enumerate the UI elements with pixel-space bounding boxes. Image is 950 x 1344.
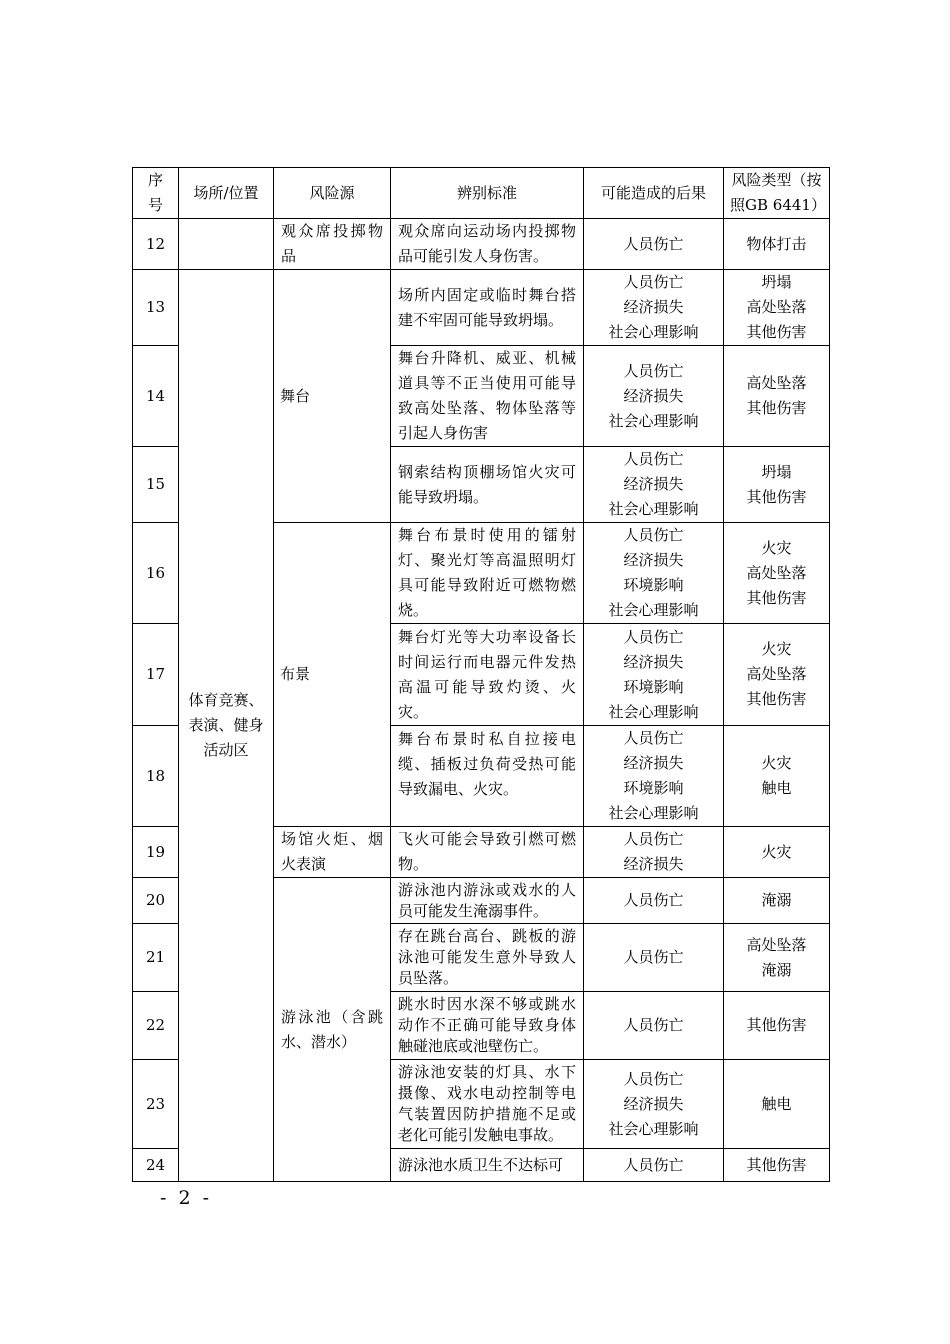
risk-type-cell: 火灾 触电 xyxy=(724,726,830,827)
row-number: 16 xyxy=(133,523,179,624)
criteria-cell: 存在跳台高台、跳板的游泳池可能发生意外导致人员坠落。 xyxy=(391,924,584,992)
row-number: 20 xyxy=(133,878,179,924)
risk-type-cell: 其他伤害 xyxy=(724,1149,830,1182)
consequence-cell: 人员伤亡 经济损失 社会心理影响 xyxy=(584,346,724,447)
risk-type-cell: 火灾 高处坠落 其他伤害 xyxy=(724,624,830,726)
risk-source-cell: 游泳池（含跳水、潜水） xyxy=(274,878,391,1182)
row-number: 24 xyxy=(133,1149,179,1182)
criteria-cell: 游泳池内游泳或戏水的人员可能发生淹溺事件。 xyxy=(391,878,584,924)
risk-type-cell: 火灾 xyxy=(724,827,830,878)
table-row xyxy=(133,270,830,346)
header-consequence: 可能造成的后果 xyxy=(584,168,724,219)
row-number: 17 xyxy=(133,624,179,726)
risk-type-cell: 坍塌 其他伤害 xyxy=(724,447,830,523)
row-number: 18 xyxy=(133,726,179,827)
criteria-cell: 舞台升降机、威亚、机械道具等不正当使用可能导致高处坠落、物体坠落等引起人身伤害 xyxy=(391,346,584,447)
risk-source-cell: 观众席投掷物品 xyxy=(274,219,391,270)
criteria-cell: 场所内固定或临时舞台搭建不牢固可能导致坍塌。 xyxy=(391,270,584,346)
consequence-cell: 人员伤亡 经济损失 xyxy=(584,827,724,878)
risk-type-cell: 淹溺 xyxy=(724,878,830,924)
risk-source-cell: 场馆火炬、烟火表演 xyxy=(274,827,391,878)
consequence-cell: 人员伤亡 xyxy=(584,1149,724,1182)
row-number: 14 xyxy=(133,346,179,447)
row-number: 21 xyxy=(133,924,179,992)
location-cell xyxy=(179,219,274,270)
risk-type-cell: 坍塌 高处坠落 其他伤害 xyxy=(724,270,830,346)
row-number: 23 xyxy=(133,1060,179,1149)
header-no: 序 号 xyxy=(133,168,179,219)
page-number: - 2 - xyxy=(160,1187,213,1209)
criteria-cell: 飞火可能会导致引燃可燃物。 xyxy=(391,827,584,878)
risk-type-cell: 高处坠落 淹溺 xyxy=(724,924,830,992)
row-number: 12 xyxy=(133,219,179,270)
row-number: 15 xyxy=(133,447,179,523)
consequence-cell: 人员伤亡 xyxy=(584,924,724,992)
header-risk-type: 风险类型（按 照GB 6441） xyxy=(724,168,830,219)
criteria-cell: 跳水时因水深不够或跳水动作不正确可能导致身体触碰池底或池壁伤亡。 xyxy=(391,992,584,1060)
header-row xyxy=(133,168,830,219)
consequence-cell: 人员伤亡 经济损失 社会心理影响 xyxy=(584,270,724,346)
risk-type-cell: 其他伤害 xyxy=(724,992,830,1060)
location-cell: 体育竞赛、表演、健身活动区 xyxy=(179,270,274,1182)
criteria-cell: 游泳池水质卫生不达标可 xyxy=(391,1149,584,1182)
table-row xyxy=(133,219,830,270)
risk-type-cell: 触电 xyxy=(724,1060,830,1149)
consequence-cell: 人员伤亡 经济损失 社会心理影响 xyxy=(584,447,724,523)
header-source: 风险源 xyxy=(274,168,391,219)
risk-type-cell: 高处坠落 其他伤害 xyxy=(724,346,830,447)
criteria-cell: 观众席向运动场内投掷物品可能引发人身伤害。 xyxy=(391,219,584,270)
criteria-cell: 钢索结构顶棚场馆火灾可能导致坍塌。 xyxy=(391,447,584,523)
risk-source-cell: 布景 xyxy=(274,523,391,827)
row-number: 19 xyxy=(133,827,179,878)
criteria-cell: 舞台布景时私自拉接电缆、插板过负荷受热可能导致漏电、火灾。 xyxy=(391,726,584,827)
criteria-cell: 游泳池安装的灯具、水下摄像、戏水电动控制等电气装置因防护措施不足或老化可能引发触电事故。 xyxy=(391,1060,584,1149)
header-criteria: 辨别标准 xyxy=(391,168,584,219)
row-number: 22 xyxy=(133,992,179,1060)
risk-identification-table xyxy=(132,167,830,1182)
risk-type-cell: 火灾 高处坠落 其他伤害 xyxy=(724,523,830,624)
row-number: 13 xyxy=(133,270,179,346)
criteria-cell: 舞台布景时使用的镭射灯、聚光灯等高温照明灯具可能导致附近可燃物燃烧。 xyxy=(391,523,584,624)
consequence-cell: 人员伤亡 xyxy=(584,992,724,1060)
risk-type-cell: 物体打击 xyxy=(724,219,830,270)
header-location: 场所/位置 xyxy=(179,168,274,219)
consequence-cell: 人员伤亡 经济损失 环境影响 社会心理影响 xyxy=(584,523,724,624)
consequence-cell: 人员伤亡 经济损失 环境影响 社会心理影响 xyxy=(584,624,724,726)
criteria-cell: 舞台灯光等大功率设备长时间运行而电器元件发热高温可能导致灼烫、火灾。 xyxy=(391,624,584,726)
consequence-cell: 人员伤亡 经济损失 社会心理影响 xyxy=(584,1060,724,1149)
consequence-cell: 人员伤亡 经济损失 环境影响 社会心理影响 xyxy=(584,726,724,827)
consequence-cell: 人员伤亡 xyxy=(584,878,724,924)
consequence-cell: 人员伤亡 xyxy=(584,219,724,270)
risk-source-cell: 舞台 xyxy=(274,270,391,523)
